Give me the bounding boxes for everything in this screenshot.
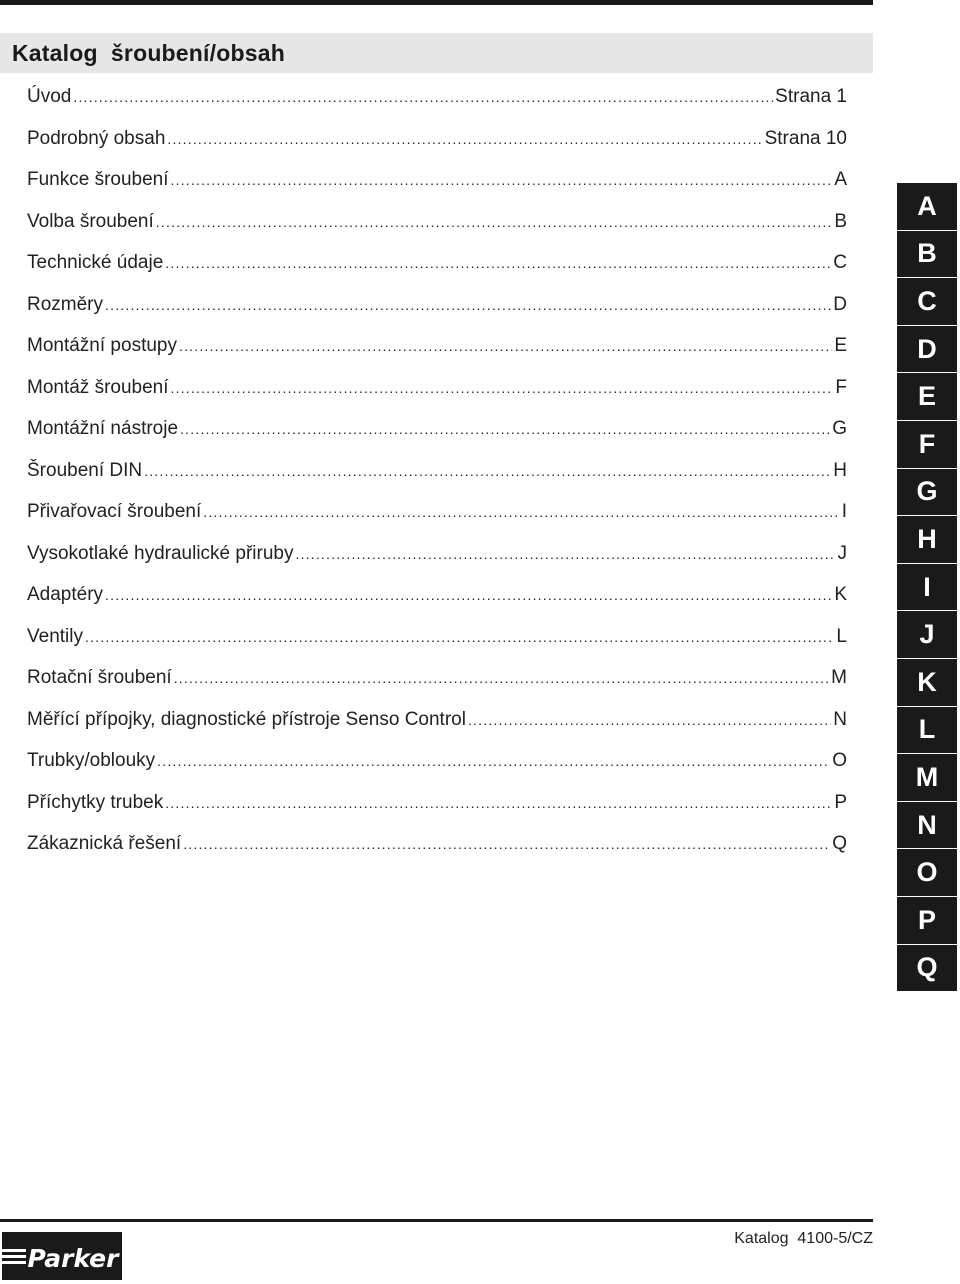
section-tab-g: G xyxy=(897,469,957,516)
toc-entry xyxy=(27,460,847,502)
section-tab-a: A xyxy=(897,183,957,230)
toc-entry-page: L xyxy=(836,625,847,647)
toc-entry xyxy=(27,377,847,419)
toc-leader-dots xyxy=(157,753,830,769)
toc-entry-page: I xyxy=(841,501,847,522)
toc-leader-dots xyxy=(203,504,839,520)
toc-entry xyxy=(27,252,847,294)
toc-entry-label: Vysokotlaké hydraulické přiruby xyxy=(27,542,294,564)
toc-entry-label: Příchytky trubek xyxy=(27,791,164,813)
table-of-contents xyxy=(27,86,847,875)
toc-entry xyxy=(27,335,847,377)
section-tab-b: B xyxy=(897,231,957,278)
toc-entry-label: Šroubení DIN xyxy=(27,459,143,481)
toc-leader-dots xyxy=(167,131,762,147)
toc-leader-dots xyxy=(105,587,832,603)
toc-entry-page: K xyxy=(834,584,847,605)
toc-entry-page: Q xyxy=(832,833,847,854)
section-tab-d: D xyxy=(897,326,957,373)
toc-entry xyxy=(27,211,847,253)
toc-leader-dots xyxy=(174,670,829,686)
section-tab-n: N xyxy=(897,802,957,849)
toc-entry-label: Volba šroubení xyxy=(27,210,154,232)
toc-entry-page: O xyxy=(832,750,847,771)
toc-entry-page: B xyxy=(834,210,847,232)
toc-entry-label: Rotační šroubení xyxy=(27,667,172,688)
section-letter-tabs xyxy=(897,183,957,992)
bottom-rule xyxy=(0,1219,873,1222)
toc-entry xyxy=(27,86,847,128)
toc-entry xyxy=(27,667,847,709)
toc-leader-dots xyxy=(171,380,834,396)
toc-leader-dots xyxy=(171,172,833,188)
section-tab-l: L xyxy=(897,707,957,754)
toc-entry-page: J xyxy=(837,542,847,564)
toc-entry-label: Ventily xyxy=(27,625,83,647)
section-tab-j: J xyxy=(897,611,957,658)
toc-leader-dots xyxy=(165,255,831,271)
toc-entry-label: Funkce šroubení xyxy=(27,169,169,190)
toc-entry-page: D xyxy=(833,293,847,315)
toc-entry xyxy=(27,543,847,585)
toc-entry-label: Trubky/oblouky xyxy=(27,750,156,771)
section-tab-o: O xyxy=(897,849,957,896)
toc-leader-dots xyxy=(183,836,830,852)
toc-leader-dots xyxy=(295,546,835,562)
parker-logo xyxy=(2,1232,122,1280)
toc-leader-dots xyxy=(73,89,773,105)
toc-entry-label: Rozměry xyxy=(27,293,104,315)
toc-leader-dots xyxy=(144,463,831,479)
toc-entry-label: Technické údaje xyxy=(27,252,164,273)
parker-logo-graphic xyxy=(2,1232,122,1280)
toc-entry-label: Montážní postupy xyxy=(27,335,177,356)
toc-entry-page: N xyxy=(833,708,847,730)
toc-entry-label: Úvod xyxy=(27,86,72,107)
section-tab-i: I xyxy=(897,564,957,611)
toc-entry-page: E xyxy=(834,335,847,356)
toc-entry-page: F xyxy=(835,376,847,398)
title-bar xyxy=(0,33,873,73)
toc-leader-dots xyxy=(180,421,830,437)
section-tab-h: H xyxy=(897,516,957,563)
toc-entry xyxy=(27,792,847,834)
toc-entry-page: H xyxy=(833,459,847,481)
toc-entry xyxy=(27,128,847,170)
toc-leader-dots xyxy=(85,629,834,645)
toc-entry-label: Podrobný obsah xyxy=(27,127,166,149)
logo-wordmark: Parker xyxy=(27,1244,119,1273)
toc-entry-label: Adaptéry xyxy=(27,584,104,605)
toc-entry xyxy=(27,418,847,460)
toc-entry xyxy=(27,833,847,875)
toc-entry-page: Strana 10 xyxy=(764,127,847,149)
section-tab-e: E xyxy=(897,373,957,420)
toc-entry-page: C xyxy=(833,252,847,273)
toc-entry-page: P xyxy=(834,791,847,813)
toc-entry-label: Montáž šroubení xyxy=(27,376,169,398)
toc-entry-label: Zákaznická řešení xyxy=(27,833,182,854)
section-tab-k: K xyxy=(897,659,957,706)
toc-leader-dots xyxy=(156,214,833,230)
toc-entry xyxy=(27,709,847,751)
toc-entry xyxy=(27,169,847,211)
section-tab-m: M xyxy=(897,754,957,801)
section-tab-c: C xyxy=(897,278,957,325)
toc-entry xyxy=(27,750,847,792)
toc-entry-label: Montážní nástroje xyxy=(27,418,179,439)
section-tab-p: P xyxy=(897,897,957,944)
toc-entry-label: Měřící přípojky, diagnostické přístroje Senso Control xyxy=(27,708,466,730)
page-title: Katalog šroubení/obsah xyxy=(12,40,285,66)
toc-leader-dots xyxy=(179,338,832,354)
toc-leader-dots xyxy=(165,795,832,811)
section-tab-q: Q xyxy=(897,945,957,992)
toc-entry xyxy=(27,584,847,626)
catalog-number: Katalog 4100-5/CZ xyxy=(734,1230,873,1247)
toc-leader-dots xyxy=(468,712,831,728)
toc-entry xyxy=(27,294,847,336)
toc-entry-page: G xyxy=(832,418,847,439)
section-tab-f: F xyxy=(897,421,957,468)
toc-entry-page: Strana 1 xyxy=(775,86,847,107)
toc-entry-label: Přivařovací šroubení xyxy=(27,501,202,522)
toc-entry xyxy=(27,626,847,668)
top-rule xyxy=(0,0,873,5)
toc-leader-dots xyxy=(105,297,831,313)
toc-entry xyxy=(27,501,847,543)
toc-entry-page: M xyxy=(831,667,847,688)
toc-entry-page: A xyxy=(834,169,847,190)
